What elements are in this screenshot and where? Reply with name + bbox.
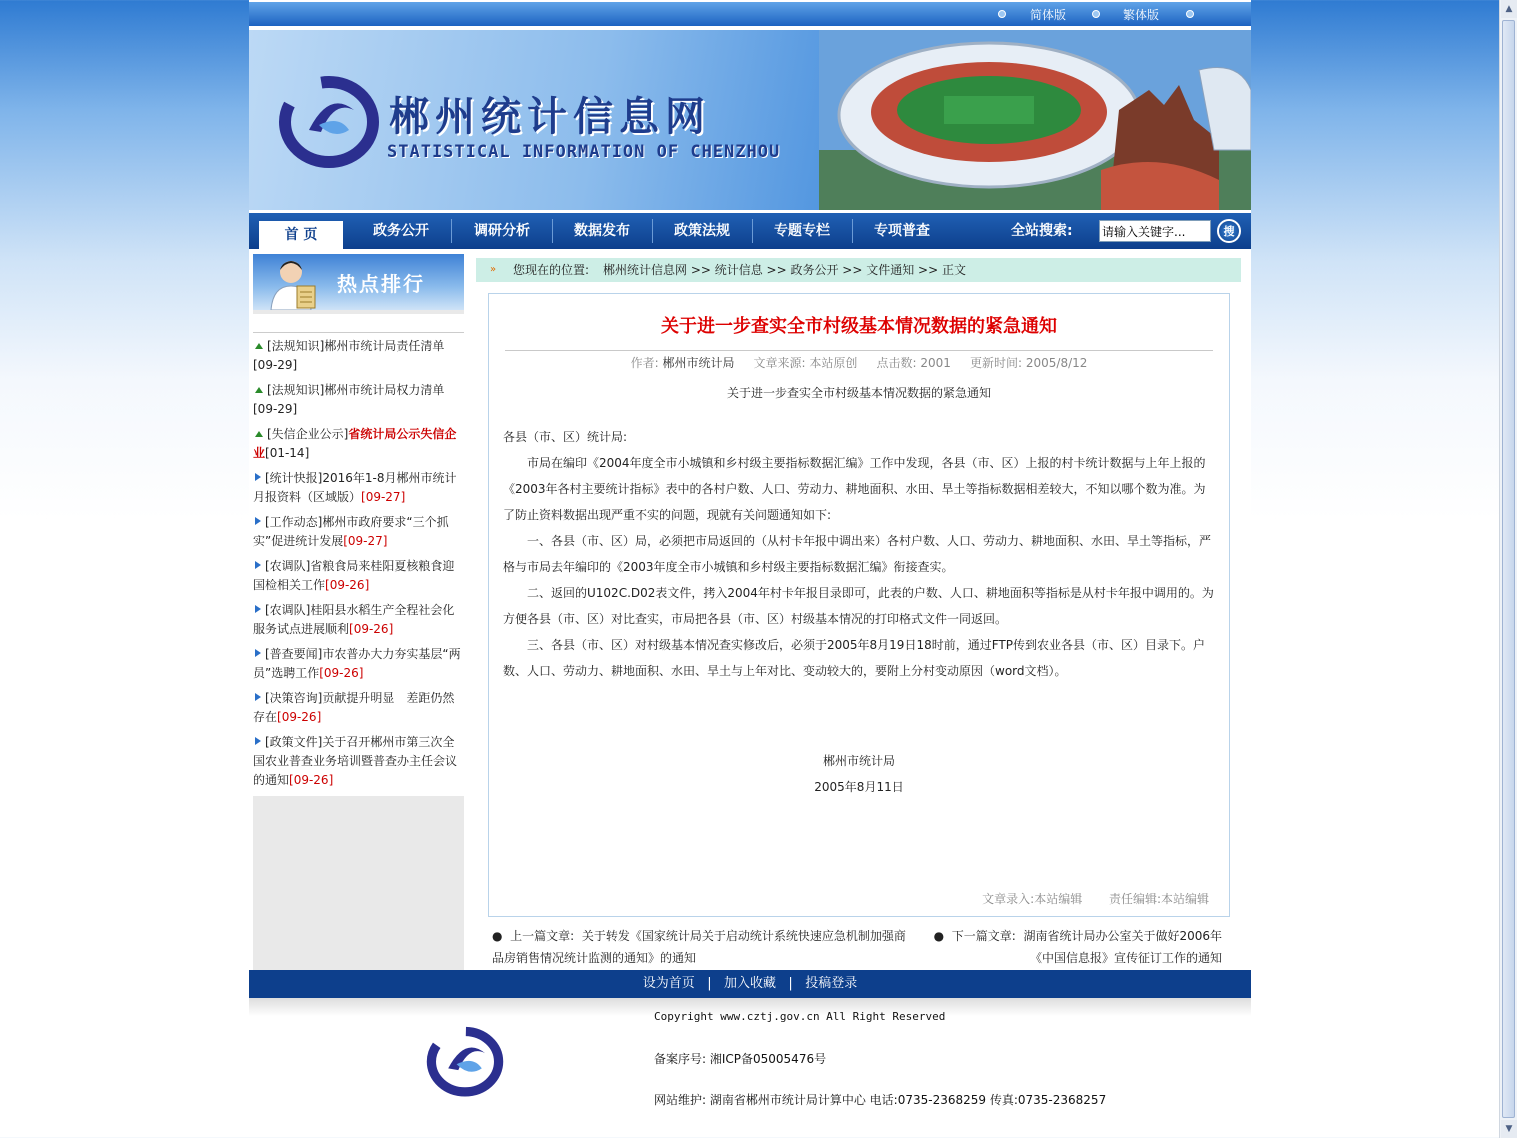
arrow-right-icon bbox=[255, 561, 261, 569]
nav-item-census[interactable]: 专项普查 bbox=[874, 223, 930, 239]
icp-number: 备案序号: 湘ICP备05005476号 bbox=[654, 1052, 827, 1066]
site-subtitle: STATISTICAL INFORMATION OF CHENZHOU bbox=[387, 142, 781, 162]
nav-item-research[interactable]: 调研分析 bbox=[474, 223, 530, 239]
list-item[interactable]: [法规知识]郴州市统计局责任清单 [09-29] bbox=[253, 339, 445, 372]
traditional-link[interactable]: 繁体版 bbox=[1123, 8, 1160, 22]
simplified-link[interactable]: 简体版 bbox=[1030, 8, 1067, 22]
divider bbox=[505, 350, 1213, 351]
top-bar bbox=[249, 2, 1251, 26]
article bbox=[488, 293, 1230, 917]
logo-icon bbox=[421, 1018, 509, 1102]
arrow-up-icon bbox=[255, 387, 263, 393]
article-subtitle: 关于进一步查实全市村级基本情况数据的紧急通知 bbox=[726, 386, 991, 400]
nav-item-topics[interactable]: 专题专栏 bbox=[774, 223, 830, 239]
maintain-info: 网站维护: 湖南省郴州市统计局计算中心 电话:0735-2368259 传真:0735-2368257 bbox=[654, 1093, 1107, 1107]
sidebar bbox=[253, 254, 464, 970]
scrollbar[interactable] bbox=[1499, 0, 1517, 1138]
banner bbox=[249, 30, 1251, 210]
article-meta: 作者: 郴州市统计局 文章来源: 本站原创 点击数: 2001 更新时间: 2005/8/12 bbox=[630, 356, 1088, 370]
article-title: 关于进一步查实全市村级基本情况数据的紧急通知 bbox=[661, 316, 1057, 337]
footer-logo bbox=[421, 1018, 509, 1102]
person-icon bbox=[267, 256, 323, 310]
footer bbox=[249, 998, 1251, 1120]
arrow-right-icon bbox=[255, 605, 261, 613]
breadcrumb-path[interactable]: 郴州统计信息网 >> 统计信息 >> 政务公开 >> 文件通知 >> 正文 bbox=[603, 263, 966, 277]
bullet-icon: ● bbox=[492, 929, 503, 943]
hot-ranking-title: 热点排行 bbox=[337, 272, 425, 296]
breadcrumb bbox=[476, 258, 1241, 282]
main-nav bbox=[249, 213, 1251, 249]
nav-item-data[interactable]: 数据发布 bbox=[574, 223, 630, 239]
set-home-link[interactable]: 设为首页 bbox=[642, 976, 695, 991]
article-body bbox=[503, 424, 1215, 684]
signature: 郴州市统计局 2005年8月11日 bbox=[814, 754, 904, 794]
arrow-right-icon bbox=[255, 473, 261, 481]
divider bbox=[253, 332, 464, 333]
list-item[interactable]: [统计快报]2016年1-8月郴州市统计月报资料（区域版）[09-27] bbox=[253, 471, 457, 504]
hot-list bbox=[253, 314, 464, 796]
list-item[interactable]: [农调队]桂阳县水稻生产全程社会化服务试点进展顺利[09-26] bbox=[253, 603, 455, 636]
arrow-right-icon bbox=[255, 737, 261, 745]
paragraph: 二、返回的U102C.D02表文件，拷入2004年村卡年报目录即可，此表的户数、人口、耕地面积等指标是从村卡年报中调用的。为方便各县（市、区）对比查实，市局把各县（市、区）村级基本情况的打印格式文件一同返回。 bbox=[503, 586, 1214, 626]
bullet-icon bbox=[1092, 10, 1100, 18]
double-arrow-icon: » bbox=[490, 264, 497, 275]
search-input[interactable] bbox=[1099, 220, 1211, 242]
search-label: 全站搜索: bbox=[1011, 223, 1073, 239]
arrow-up-icon bbox=[255, 431, 263, 437]
submit-login-link[interactable]: 投稿登录 bbox=[805, 976, 858, 991]
scroll-up-arrow-icon[interactable]: ▲ bbox=[1501, 0, 1517, 18]
list-item[interactable]: [政策文件]关于召开郴州市第三次全国农业普查业务培训暨普查办主任会议的通知[09-26] bbox=[253, 735, 458, 787]
stadium-image bbox=[819, 30, 1251, 210]
arrow-right-icon bbox=[255, 693, 261, 701]
bullet-icon: ● bbox=[933, 929, 945, 943]
list-item[interactable]: [法规知识]郴州市统计局权力清单 [09-29] bbox=[253, 383, 445, 416]
editor-info: 文章录入:本站编辑 责任编辑:本站编辑 bbox=[982, 892, 1209, 906]
list-item[interactable]: [工作动态]郴州市政府要求“三个抓实”促进统计发展[09-27] bbox=[253, 515, 449, 548]
next-article[interactable]: ● 下一篇文章: 湖南省统计局办公室关于做好2006年《中国信息报》宣传征订工作的通知 bbox=[933, 929, 1222, 965]
page bbox=[249, 0, 1251, 1120]
arrow-right-icon bbox=[255, 517, 261, 525]
logo-icon bbox=[279, 70, 379, 170]
nav-item-affairs[interactable]: 政务公开 bbox=[373, 223, 429, 239]
paragraph: 市局在编印《2004年度全市小城镇和乡村级主要指标数据汇编》工作中发现，各县（市、区）上报的村卡统计数据与上年上报的《2003年各村主要统计指标》表中的各村户数、人口、劳动力、耕地面积、水田、旱土等指标数据相差较大，不知以哪个数为准。为了防止资料数据出现严重不实的问题，现就有关问题通知如下: bbox=[503, 456, 1206, 522]
paragraph: 一、各县（市、区）局，必须把市局返回的（从村卡年报中调出来）各村户数、人口、劳动力、耕地面积、水田、旱土等指标，严格与市局去年编印的《2003年度全市小城镇和乡村级主要指标数据汇编》衔接查实。 bbox=[503, 534, 1212, 574]
breadcrumb-label: 您现在的位置: bbox=[513, 263, 590, 277]
search-button[interactable]: 搜 bbox=[1217, 219, 1241, 243]
salutation: 各县（市、区）统计局: bbox=[503, 430, 628, 444]
copyright: Copyright www.cztj.gov.cn All Right Reserved bbox=[654, 1010, 946, 1023]
nav-item-home[interactable]: 首 页 bbox=[259, 221, 343, 249]
scroll-down-arrow-icon[interactable]: ▼ bbox=[1501, 1120, 1517, 1138]
scrollbar-thumb[interactable] bbox=[1502, 20, 1515, 1118]
list-item[interactable]: [农调队]省粮食局来桂阳夏核粮食迎国检相关工作[09-26] bbox=[253, 559, 455, 592]
arrow-right-icon bbox=[255, 649, 261, 657]
footer-links: 设为首页 | 加入收藏 | 投稿登录 bbox=[249, 970, 1251, 998]
list-item[interactable]: [普查要闻]市农普办大力夯实基层“两员”选聘工作[09-26] bbox=[253, 647, 461, 680]
bullet-icon bbox=[998, 10, 1006, 18]
site-title: 郴州统计信息网 bbox=[389, 94, 711, 140]
arrow-up-icon bbox=[255, 343, 263, 349]
hot-ranking-header bbox=[253, 254, 464, 310]
add-favorite-link[interactable]: 加入收藏 bbox=[723, 976, 776, 991]
prev-article[interactable]: ● 上一篇文章: 关于转发《国家统计局关于启动统计系统快速应急机制加强商品房销售情况统计监测的通知》的通知 bbox=[492, 929, 906, 965]
nav-item-policy[interactable]: 政策法规 bbox=[674, 223, 730, 239]
list-item[interactable]: [失信企业公示]省统计局公示失信企业[01-14] bbox=[253, 427, 457, 460]
paragraph: 三、各县（市、区）对村级基本情况查实修改后，必须于2005年8月19日18时前，通过FTP传到农业各县（市、区）目录下。户数、人口、劳动力、耕地面积、水田、旱土与上年对比、变动较大的，要附上分村变动原因（word文档）。 bbox=[503, 638, 1205, 678]
bullet-icon bbox=[1186, 10, 1194, 18]
list-item[interactable]: [决策咨询]贡献提升明显 差距仍然存在[09-26] bbox=[253, 691, 455, 724]
